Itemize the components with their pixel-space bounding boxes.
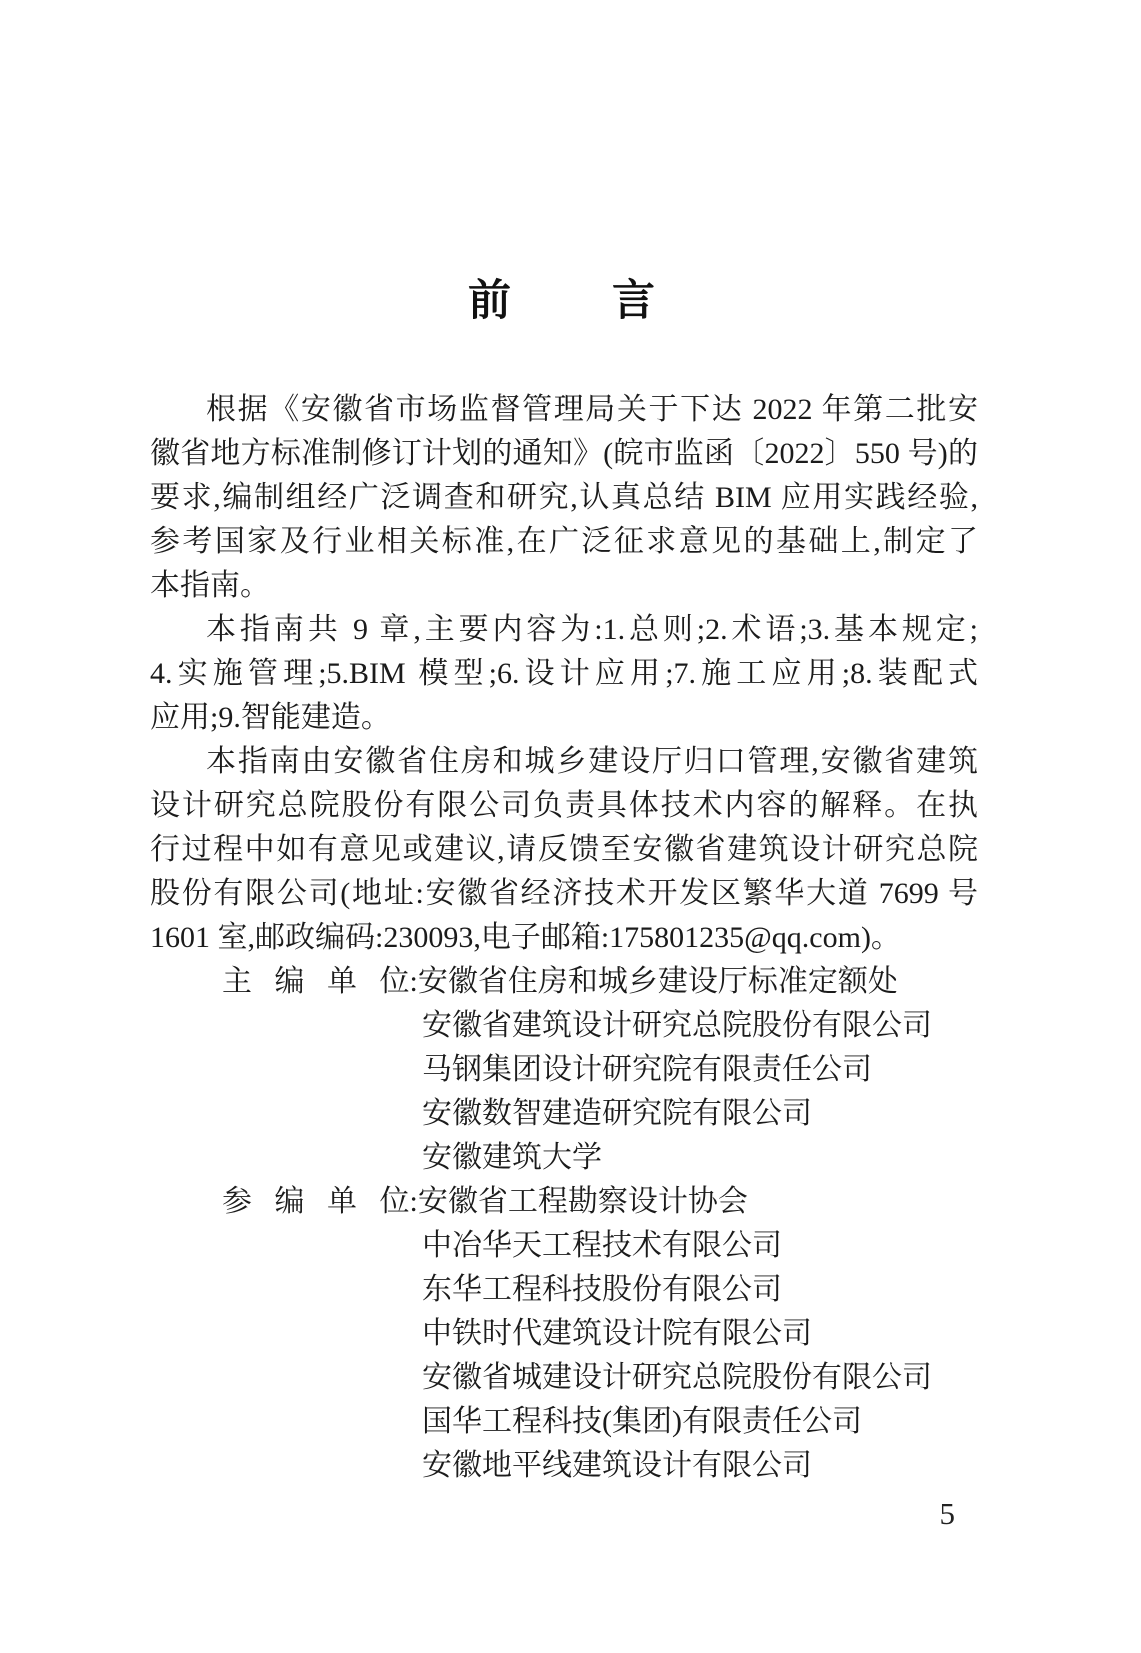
editing-unit-line: 东华工程科技股份有限公司 (422, 1273, 782, 1306)
text-line: 本指南。 (150, 569, 270, 602)
text-line: 设计研究总院股份有限公司负责具体技术内容的解释。在执 (150, 789, 978, 822)
text-line: 股份有限公司(地址:安徽省经济技术开发区繁华大道 7699 号 (150, 877, 978, 910)
editing-unit-line: 国华工程科技(集团)有限责任公司 (422, 1405, 862, 1438)
editing-unit-line: 马钢集团设计研究院有限责任公司 (422, 1053, 872, 1086)
editing-unit-line: 安徽省城建设计研究总院股份有限公司 (422, 1361, 932, 1394)
foreword-title: 前 言 (468, 277, 660, 325)
text-line: 本指南由安徽省住房和城乡建设厅归口管理,安徽省建筑 (206, 745, 978, 778)
editing-unit-line: 安徽地平线建筑设计有限公司 (422, 1449, 812, 1482)
page-number: 5 (939, 1496, 955, 1531)
co-editor-line: 参 编 单 位:安徽省工程勘察设计协会 (222, 1185, 748, 1218)
foreword-body (150, 388, 978, 1488)
text-line: 1601 室,邮政编码:230093,电子邮箱:175801235@qq.com)。 (150, 921, 901, 954)
text-line: 根据《安徽省市场监督管理局关于下达 2022 年第二批安 (206, 393, 978, 426)
foreword-section (150, 279, 978, 1488)
chief-editor-line: 主 编 单 位:安徽省住房和城乡建设厅标准定额处 (222, 965, 898, 998)
text-line: 应用;9.智能建造。 (150, 701, 391, 734)
editing-unit-line: 中铁时代建筑设计院有限公司 (422, 1317, 812, 1350)
text-line: 4.实施管理;5.BIM 模型;6.设计应用;7.施工应用;8.装配式 (150, 657, 978, 690)
text-line: 行过程中如有意见或建议,请反馈至安徽省建筑设计研究总院 (150, 833, 978, 866)
editing-unit-line: 安徽省建筑设计研究总院股份有限公司 (422, 1009, 932, 1042)
editing-unit-line: 安徽建筑大学 (422, 1141, 602, 1174)
editing-unit-line: 安徽数智建造研究院有限公司 (422, 1097, 812, 1130)
text-line: 徽省地方标准制修订计划的通知》(皖市监函〔2022〕550 号)的 (150, 437, 978, 470)
editing-unit-line: 中冶华天工程技术有限公司 (422, 1229, 782, 1262)
text-line: 本指南共 9 章,主要内容为:1.总则;2.术语;3.基本规定; (206, 613, 978, 646)
text-line: 要求,编制组经广泛调查和研究,认真总结 BIM 应用实践经验, (150, 481, 978, 514)
text-line: 参考国家及行业相关标准,在广泛征求意见的基础上,制定了 (150, 525, 978, 558)
